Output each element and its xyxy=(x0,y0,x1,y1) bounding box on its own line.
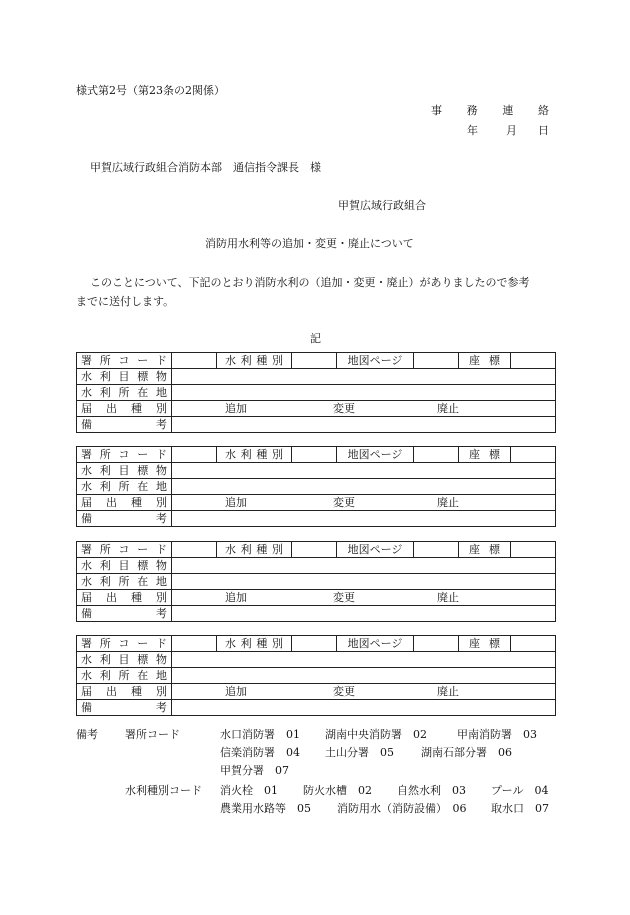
report-type-cell[interactable] xyxy=(172,590,556,606)
coords-header xyxy=(459,542,511,558)
option-abolish[interactable]: 廃止 xyxy=(437,496,459,509)
water-type-item: プール 04 xyxy=(491,784,549,797)
water-type-label: 水利種別コード xyxy=(125,784,202,797)
body-line-1: このことについて、下記のとおり消防水利の（追加・変更・廃止）がありましたので参考 xyxy=(90,276,530,289)
form-number: 様式第2号（第23条の2関係） xyxy=(76,84,225,97)
station-code-header xyxy=(77,636,172,652)
water-type-label: 水 利 種 別 xyxy=(225,353,283,367)
table-row xyxy=(77,700,556,716)
water-type-header xyxy=(217,542,292,558)
station-code-header xyxy=(77,542,172,558)
station-code-item: 甲賀分署 07 xyxy=(220,764,289,777)
station-code-label: 署 所 コ ー ド xyxy=(81,542,167,556)
station-code-header xyxy=(77,447,172,463)
map-page-header: 地図ページ xyxy=(337,542,414,558)
table-row xyxy=(77,542,556,558)
report-type-header xyxy=(77,401,172,417)
station-code-item: 信楽消防署 04 xyxy=(220,746,300,759)
report-type-cell[interactable] xyxy=(172,495,556,511)
table-row xyxy=(77,417,556,433)
landmark-label: 水 利 目 標 物 xyxy=(81,369,167,383)
station-code-label: 署 所 コ ー ド xyxy=(81,636,167,650)
remarks-header xyxy=(77,606,172,622)
table-row xyxy=(77,447,556,463)
remarks-cell[interactable] xyxy=(172,511,556,527)
option-add[interactable]: 追加 xyxy=(225,496,247,509)
water-type-item: 消防用水（消防設備） 06 xyxy=(337,802,467,815)
table-row xyxy=(77,369,556,385)
table-row xyxy=(77,668,556,684)
location-cell[interactable] xyxy=(172,668,556,684)
option-abolish[interactable]: 廃止 xyxy=(437,685,459,698)
sender: 甲賀広域行政組合 xyxy=(338,199,426,212)
map-page-cell[interactable] xyxy=(414,447,459,463)
coords-header xyxy=(459,447,511,463)
report-type-header xyxy=(77,590,172,606)
coords-label: 座 標 xyxy=(469,447,500,461)
water-type-item: 防火水槽 02 xyxy=(303,784,372,797)
water-type-cell[interactable] xyxy=(292,636,337,652)
remarks-label: 備 考 xyxy=(81,606,167,620)
subject: 消防用水利等の追加・変更・廃止について xyxy=(205,237,414,250)
table-row xyxy=(77,463,556,479)
station-code-item: 水口消防署 01 xyxy=(220,728,300,741)
station-code-header xyxy=(77,353,172,369)
map-page-header: 地図ページ xyxy=(337,447,414,463)
option-change[interactable]: 変更 xyxy=(333,496,355,509)
option-add[interactable]: 追加 xyxy=(225,591,247,604)
table-row xyxy=(77,558,556,574)
table-row xyxy=(77,606,556,622)
water-type-cell[interactable] xyxy=(292,353,337,369)
map-page-cell[interactable] xyxy=(414,636,459,652)
landmark-cell[interactable] xyxy=(172,652,556,668)
report-type-header xyxy=(77,495,172,511)
table-row xyxy=(77,574,556,590)
landmark-header xyxy=(77,558,172,574)
coords-cell[interactable] xyxy=(511,542,556,558)
location-cell[interactable] xyxy=(172,574,556,590)
station-code-cell[interactable] xyxy=(172,542,217,558)
option-change[interactable]: 変更 xyxy=(333,685,355,698)
landmark-label: 水 利 目 標 物 xyxy=(81,463,167,477)
water-type-header xyxy=(217,353,292,369)
coords-label: 座 標 xyxy=(469,636,500,650)
coords-cell[interactable] xyxy=(511,353,556,369)
hydrant-report-table xyxy=(76,635,556,716)
station-code-item: 甲南消防署 03 xyxy=(457,728,537,741)
station-code-item: 湖南石部分署 06 xyxy=(421,746,512,759)
location-cell[interactable] xyxy=(172,479,556,495)
water-type-label: 水 利 種 別 xyxy=(225,636,283,650)
report-type-label: 届 出 種 別 xyxy=(81,684,167,698)
report-type-header xyxy=(77,684,172,700)
table-row xyxy=(77,385,556,401)
station-code-cell[interactable] xyxy=(172,447,217,463)
water-type-item: 消火栓 01 xyxy=(220,784,278,797)
coords-label: 座 標 xyxy=(469,353,500,367)
report-type-cell[interactable] xyxy=(172,684,556,700)
ki-heading: 記 xyxy=(310,332,321,345)
map-page-header: 地図ページ xyxy=(337,353,414,369)
option-add[interactable]: 追加 xyxy=(225,685,247,698)
remarks-label: 備 考 xyxy=(81,511,167,525)
location-header xyxy=(77,574,172,590)
hydrant-report-table xyxy=(76,446,556,527)
remarks-cell[interactable] xyxy=(172,700,556,716)
station-code-label: 署 所 コ ー ド xyxy=(81,447,167,461)
station-code-label: 署 所 コ ー ド xyxy=(81,353,167,367)
table-row xyxy=(77,652,556,668)
location-label: 水 利 所 在 地 xyxy=(81,479,167,493)
landmark-cell[interactable] xyxy=(172,558,556,574)
landmark-cell[interactable] xyxy=(172,463,556,479)
hydrant-report-table xyxy=(76,541,556,622)
water-type-header xyxy=(217,447,292,463)
report-type-label: 届 出 種 別 xyxy=(81,401,167,415)
addressee: 甲賀広域行政組合消防本部 通信指令課長 様 xyxy=(90,161,321,174)
memo-title: 事 務 連 絡 xyxy=(431,104,549,117)
water-type-label: 水 利 種 別 xyxy=(225,542,283,556)
landmark-header xyxy=(77,369,172,385)
coords-label: 座 標 xyxy=(469,542,500,556)
water-type-item: 取水口 07 xyxy=(491,802,549,815)
water-type-item: 自然水利 03 xyxy=(397,784,466,797)
station-code-cell[interactable] xyxy=(172,636,217,652)
remarks-header xyxy=(77,417,172,433)
map-page-cell[interactable] xyxy=(414,542,459,558)
location-header xyxy=(77,479,172,495)
hydrant-report-table xyxy=(76,352,556,433)
remarks-cell[interactable] xyxy=(172,606,556,622)
option-change[interactable]: 変更 xyxy=(333,402,355,415)
table-row xyxy=(77,590,556,606)
remarks-cell[interactable] xyxy=(172,417,556,433)
location-header xyxy=(77,668,172,684)
water-type-cell[interactable] xyxy=(292,542,337,558)
table-row xyxy=(77,495,556,511)
station-code-cell[interactable] xyxy=(172,353,217,369)
station-code-label: 署所コード xyxy=(125,728,180,741)
location-cell[interactable] xyxy=(172,385,556,401)
option-add[interactable]: 追加 xyxy=(225,402,247,415)
landmark-header xyxy=(77,652,172,668)
water-type-cell[interactable] xyxy=(292,447,337,463)
location-label: 水 利 所 在 地 xyxy=(81,574,167,588)
coords-cell[interactable] xyxy=(511,636,556,652)
option-abolish[interactable]: 廃止 xyxy=(437,402,459,415)
water-type-item: 農業用水路等 05 xyxy=(220,802,311,815)
report-type-cell[interactable] xyxy=(172,401,556,417)
location-label: 水 利 所 在 地 xyxy=(81,385,167,399)
table-row xyxy=(77,353,556,369)
coords-header xyxy=(459,353,511,369)
remarks-header xyxy=(77,511,172,527)
report-type-label: 届 出 種 別 xyxy=(81,495,167,509)
notes-heading: 備考 xyxy=(76,728,98,741)
table-row xyxy=(77,511,556,527)
remarks-header xyxy=(77,700,172,716)
water-type-header xyxy=(217,636,292,652)
table-row xyxy=(77,636,556,652)
report-type-label: 届 出 種 別 xyxy=(81,590,167,604)
water-type-label: 水 利 種 別 xyxy=(225,447,283,461)
coords-cell[interactable] xyxy=(511,447,556,463)
remarks-label: 備 考 xyxy=(81,700,167,714)
remarks-label: 備 考 xyxy=(81,417,167,431)
option-change[interactable]: 変更 xyxy=(333,591,355,604)
table-row xyxy=(77,684,556,700)
map-page-cell[interactable] xyxy=(414,353,459,369)
landmark-label: 水 利 目 標 物 xyxy=(81,558,167,572)
landmark-cell[interactable] xyxy=(172,369,556,385)
landmark-header xyxy=(77,463,172,479)
station-code-item: 土山分署 05 xyxy=(325,746,394,759)
map-page-header: 地図ページ xyxy=(337,636,414,652)
station-code-item: 湖南中央消防署 02 xyxy=(325,728,427,741)
body-line-2: までに送付します。 xyxy=(76,295,175,308)
coords-header xyxy=(459,636,511,652)
table-row xyxy=(77,479,556,495)
table-row xyxy=(77,401,556,417)
landmark-label: 水 利 目 標 物 xyxy=(81,652,167,666)
location-header xyxy=(77,385,172,401)
location-label: 水 利 所 在 地 xyxy=(81,668,167,682)
option-abolish[interactable]: 廃止 xyxy=(437,591,459,604)
